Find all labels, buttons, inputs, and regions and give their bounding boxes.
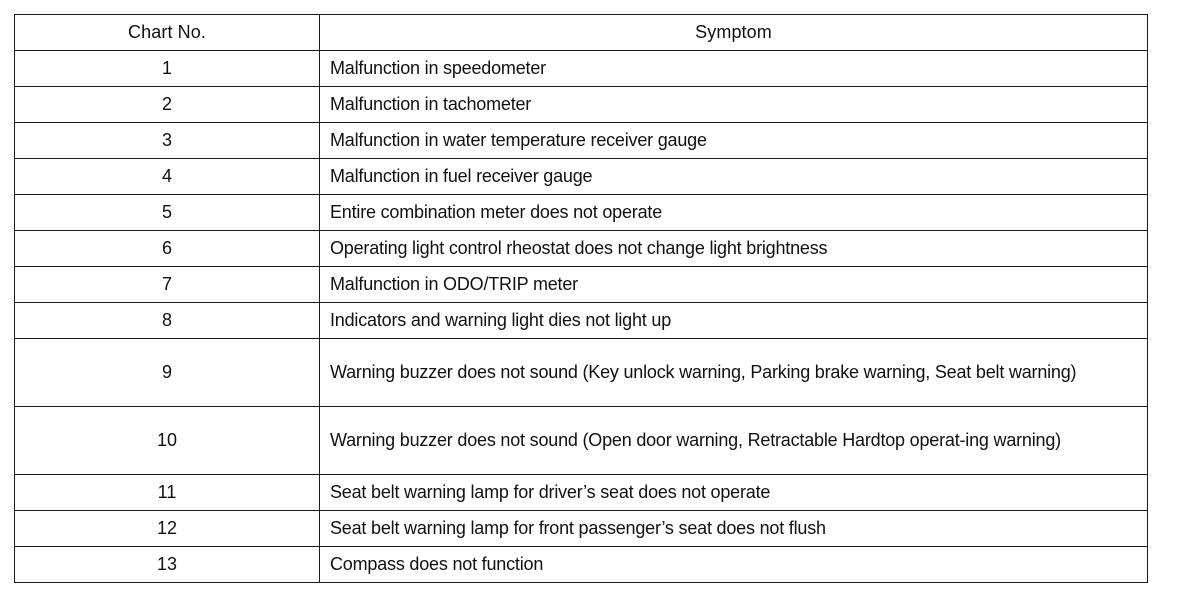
table-row [15,159,1148,195]
table-row [15,267,1148,303]
table-row [15,195,1148,231]
chart-number: 6 [15,231,320,267]
chart-number: 13 [15,547,320,583]
symptom-text: Malfunction in tachometer [320,87,1148,123]
symptom-text: Malfunction in ODO/TRIP meter [320,267,1148,303]
table-row [15,475,1148,511]
chart-number: 2 [15,87,320,123]
table-row [15,51,1148,87]
table-row [15,123,1148,159]
symptom-text: Malfunction in water temperature receiver gauge [320,123,1148,159]
chart-number: 8 [15,303,320,339]
table-row [15,87,1148,123]
chart-number: 5 [15,195,320,231]
symptom-text: Warning buzzer does not sound (Key unlock warning, Parking brake warning, Seat belt warning) [320,339,1148,407]
symptom-text: Warning buzzer does not sound (Open door warning, Retractable Hardtop operat-ing warning) [320,407,1148,475]
chart-number: 7 [15,267,320,303]
symptom-text: Indicators and warning light dies not light up [320,303,1148,339]
symptom-text: Operating light control rheostat does not change light brightness [320,231,1148,267]
table-row [15,339,1148,407]
chart-number: 10 [15,407,320,475]
table-row [15,547,1148,583]
table-header-row [15,15,1148,51]
chart-number: 4 [15,159,320,195]
symptom-text: Seat belt warning lamp for front passenger’s seat does not flush [320,511,1148,547]
table-row [15,511,1148,547]
table-row [15,303,1148,339]
symptom-text: Seat belt warning lamp for driver’s seat does not operate [320,475,1148,511]
chart-number: 9 [15,339,320,407]
table-row [15,407,1148,475]
chart-number: 1 [15,51,320,87]
symptom-text: Malfunction in fuel receiver gauge [320,159,1148,195]
chart-number: 12 [15,511,320,547]
table-row [15,231,1148,267]
symptom-text: Malfunction in speedometer [320,51,1148,87]
chart-number: 3 [15,123,320,159]
symptom-text: Compass does not function [320,547,1148,583]
chart-number: 11 [15,475,320,511]
chart-no-header: Chart No. [15,15,320,51]
symptom-header: Symptom [320,15,1148,51]
symptom-chart-table [14,14,1148,583]
symptom-text: Entire combination meter does not operate [320,195,1148,231]
